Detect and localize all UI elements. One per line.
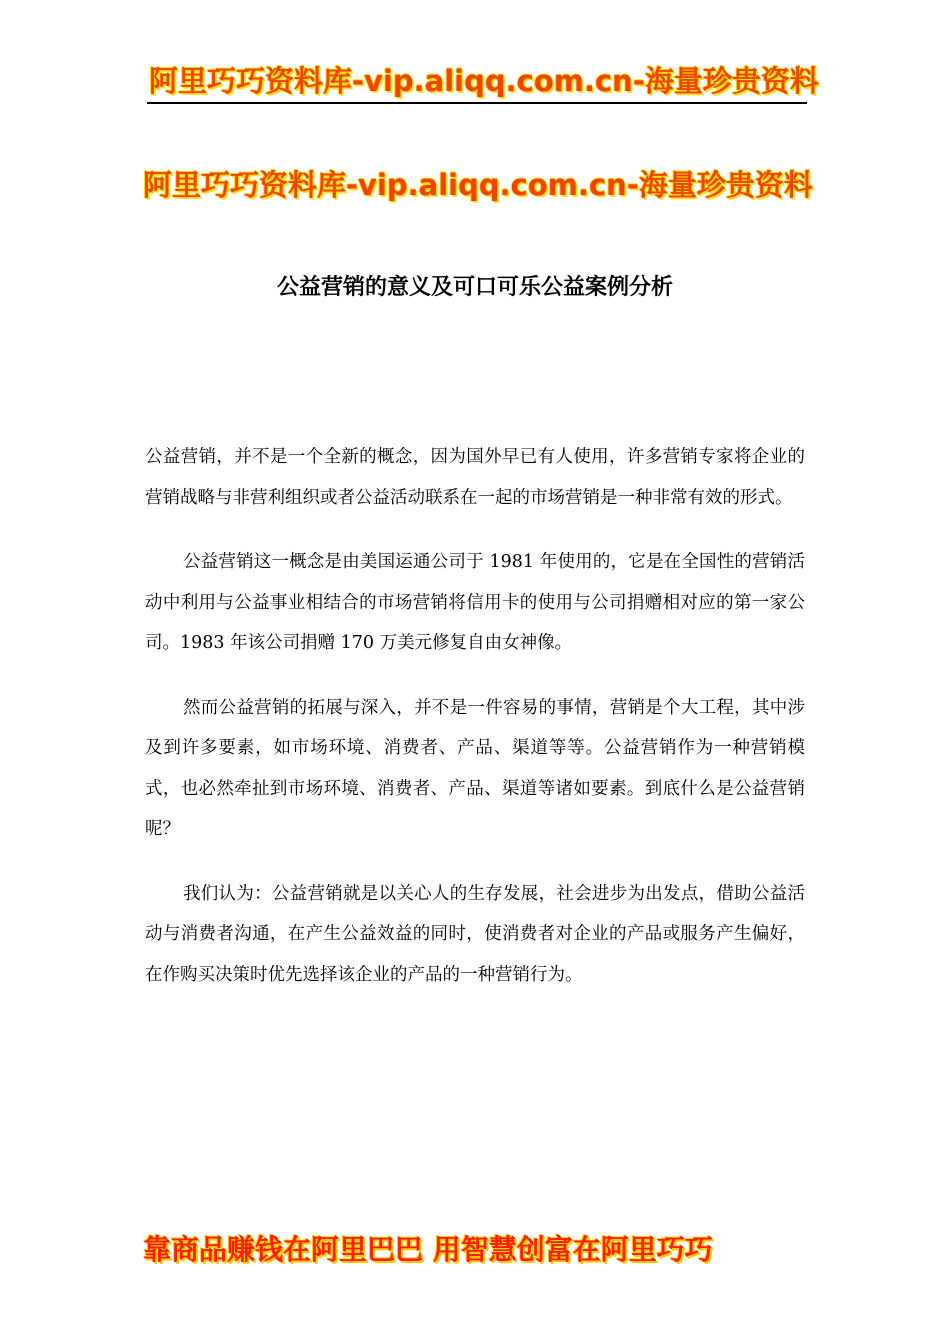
paragraph-2: 公益营销这一概念是由美国运通公司于 1981 年使用的，它是在全国性的营销活动中利用与公益事业相结合的市场营销将信用卡的使用与公司捐赠相对应的第一家公司。1983 年该公司捐赠 170 万美元修复自由女神像。 [145,552,805,653]
sub-banner-text: 阿里巧巧资料库-vip.aliqq.com.cn-海量珍贵资料 [143,168,813,202]
header-banner [147,62,819,104]
paragraph-1: 公益营销，并不是一个全新的概念，因为国外早已有人使用，许多营销专家将企业的营销战略与非营利组织或者公益活动联系在一起的市场营销是一种非常有效的形式。 [145,447,805,508]
sub-banner [143,165,813,205]
footer-banner [143,1228,808,1272]
document-body [145,437,805,1019]
footer-banner-text: 靠商品赚钱在阿里巴巴 用智慧创富在阿里巧巧 [143,1233,713,1266]
paragraph-4: 我们认为：公益营销就是以关心人的生存发展，社会进步为出发点，借助公益活动与消费者沟通，在产生公益效益的同时，使消费者对企业的产品或服务产生偏好，在作购买决策时优先选择该企业的产品的一种营销行为。 [145,883,805,985]
paragraph-3: 然而公益营销的拓展与深入，并不是一件容易的事情，营销是个大工程，其中涉及到许多要素，如市场环境、消费者、产品、渠道等等。公益营销作为一种营销模式，也必然牵扯到市场环境、消费者、产品、渠道等诸如要素。到底什么是公益营销呢？ [145,697,805,839]
header-banner-text: 阿里巧巧资料库-vip.aliqq.com.cn-海量珍贵资料 [149,64,819,98]
document-title: 公益营销的意义及可口可乐公益案例分析 [276,275,673,300]
